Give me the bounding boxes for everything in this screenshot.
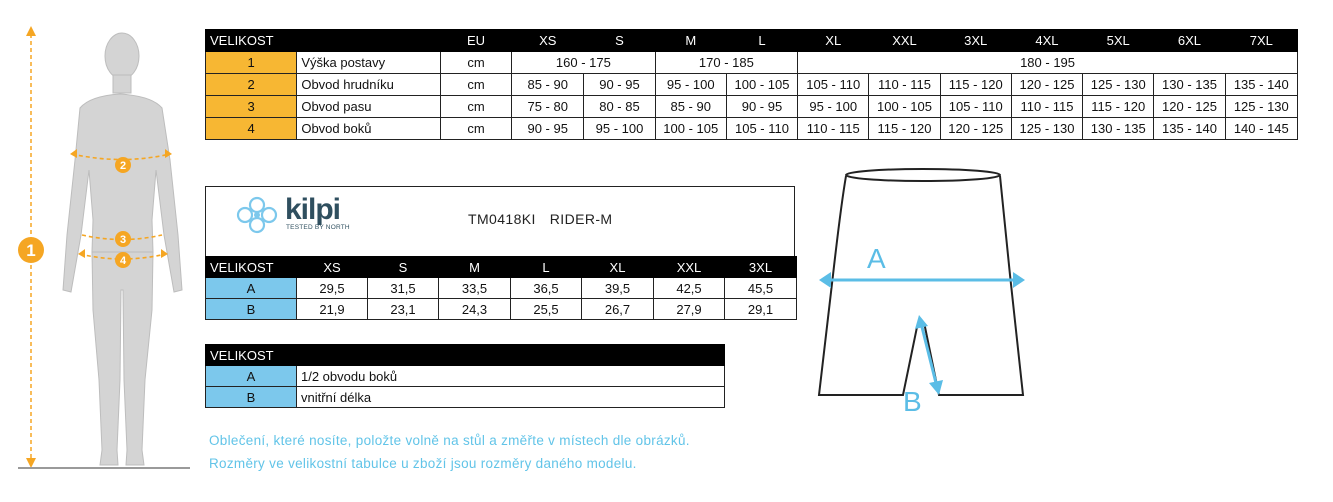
product-code	[468, 211, 626, 227]
table-cell: 105 - 110	[726, 118, 797, 140]
row-name: Obvod hrudníku	[297, 74, 441, 96]
size-header: 3XL	[725, 257, 797, 278]
shorts-diagram	[805, 165, 1040, 415]
velikost-header: VELIKOST	[206, 345, 725, 366]
table-cell: 140 - 145	[1225, 118, 1297, 140]
table-cell: 125 - 130	[1011, 118, 1082, 140]
table-cell: 95 - 100	[584, 118, 655, 140]
table-cell: 21,9	[297, 299, 368, 320]
table-cell: 26,7	[582, 299, 654, 320]
marker-4	[115, 252, 131, 268]
table-cell: 110 - 115	[869, 74, 940, 96]
table-row	[206, 96, 1298, 118]
size-header: 6XL	[1154, 30, 1225, 52]
velikost-header: VELIKOST	[206, 257, 297, 278]
svg-text:4: 4	[119, 255, 127, 267]
row-number: 3	[206, 96, 297, 118]
table-cell: 110 - 115	[1011, 96, 1082, 118]
table-cell: 100 - 105	[869, 96, 940, 118]
table-cell: 135 - 140	[1225, 74, 1297, 96]
table-cell: 130 - 135	[1154, 74, 1225, 96]
size-chart-table	[205, 29, 1298, 140]
label-b: B	[903, 386, 922, 415]
table-cell: 95 - 100	[655, 74, 726, 96]
table-cell: 125 - 130	[1225, 96, 1297, 118]
svg-text:1: 1	[26, 241, 36, 260]
kilpi-logo-icon	[233, 195, 281, 235]
row-label: A	[206, 278, 297, 299]
size-header: XXL	[654, 257, 725, 278]
table-cell: 120 - 125	[1154, 96, 1225, 118]
row-name: Obvod boků	[297, 118, 441, 140]
table-cell: 115 - 120	[1083, 96, 1154, 118]
table-cell: 130 - 135	[1083, 118, 1154, 140]
row-unit: cm	[440, 118, 511, 140]
body-measurement-figure	[10, 20, 200, 475]
table-cell: 25,5	[511, 299, 582, 320]
table-cell: 31,5	[368, 278, 439, 299]
table-cell: 110 - 115	[798, 118, 869, 140]
size-header: S	[584, 30, 655, 52]
size-header: M	[439, 257, 511, 278]
size-header: M	[655, 30, 726, 52]
table-cell: 36,5	[511, 278, 582, 299]
size-header: 5XL	[1083, 30, 1154, 52]
size-header: 4XL	[1011, 30, 1082, 52]
table-cell: 160 - 175	[512, 52, 656, 74]
size-header: 7XL	[1225, 30, 1297, 52]
measurement-legend-table	[205, 344, 725, 408]
product-model-text: RIDER-M	[549, 211, 613, 227]
table-cell: 135 - 140	[1154, 118, 1225, 140]
table-row	[206, 299, 797, 320]
size-header: XS	[297, 257, 368, 278]
table-row	[206, 74, 1298, 96]
size-chart-header	[206, 30, 1298, 52]
row-number: 4	[206, 118, 297, 140]
table-row	[206, 52, 1298, 74]
row-unit: cm	[440, 74, 511, 96]
table-cell: 29,5	[297, 278, 368, 299]
instruction-note: Oblečení, které nosíte, položte volně na stůl a změřte v místech dle obrázků.	[209, 433, 690, 448]
row-label: B	[206, 387, 297, 408]
table-cell: 115 - 120	[940, 74, 1011, 96]
table-cell: 170 - 185	[655, 52, 798, 74]
table-cell: 95 - 100	[798, 96, 869, 118]
table-cell: 100 - 105	[726, 74, 797, 96]
size-header: 3XL	[940, 30, 1011, 52]
table-cell: 125 - 130	[1083, 74, 1154, 96]
table-cell: 90 - 95	[726, 96, 797, 118]
legend-text: vnitřní délka	[297, 387, 725, 408]
row-label: B	[206, 299, 297, 320]
table-cell: 42,5	[654, 278, 725, 299]
size-header: XS	[512, 30, 584, 52]
legend-text: 1/2 obvodu boků	[297, 366, 725, 387]
table-cell: 100 - 105	[655, 118, 726, 140]
row-unit: cm	[440, 52, 511, 74]
table-cell: 85 - 90	[512, 74, 584, 96]
row-label: A	[206, 366, 297, 387]
table-cell: 45,5	[725, 278, 797, 299]
table-cell: 115 - 120	[869, 118, 940, 140]
table-cell: 29,1	[725, 299, 797, 320]
size-header: L	[726, 30, 797, 52]
size-header: S	[368, 257, 439, 278]
size-header: XXL	[869, 30, 940, 52]
table-cell: 105 - 110	[940, 96, 1011, 118]
product-code-text: TM0418KI	[468, 211, 536, 227]
row-number: 1	[206, 52, 297, 74]
size-header: L	[511, 257, 582, 278]
table-cell: 90 - 95	[512, 118, 584, 140]
marker-1	[18, 237, 44, 263]
brand-name: kilpi	[285, 193, 341, 226]
svg-text:3: 3	[119, 234, 127, 246]
unit-header: EU	[440, 30, 511, 52]
table-row	[206, 366, 725, 387]
marker-3	[115, 231, 131, 247]
row-number: 2	[206, 74, 297, 96]
table-cell: 23,1	[368, 299, 439, 320]
velikost-header: VELIKOST	[206, 30, 441, 52]
table-cell: 27,9	[654, 299, 725, 320]
label-a: A	[867, 243, 886, 274]
instruction-note: Rozměry ve velikostní tabulce u zboží jsou rozměry daného modelu.	[209, 456, 637, 471]
table-cell: 39,5	[582, 278, 654, 299]
marker-2	[115, 157, 131, 173]
table-cell: 75 - 80	[512, 96, 584, 118]
product-size-table	[205, 256, 797, 320]
table-row	[206, 118, 1298, 140]
table-cell: 90 - 95	[584, 74, 655, 96]
size-header: XL	[582, 257, 654, 278]
table-cell: 85 - 90	[655, 96, 726, 118]
brand-tagline: TESTED BY NORTH	[286, 224, 350, 231]
table-cell: 24,3	[439, 299, 511, 320]
table-cell: 180 - 195	[798, 52, 1298, 74]
table-row	[206, 278, 797, 299]
table-cell: 120 - 125	[940, 118, 1011, 140]
table-cell: 120 - 125	[1011, 74, 1082, 96]
table-cell: 105 - 110	[798, 74, 869, 96]
table-cell: 80 - 85	[584, 96, 655, 118]
row-name: Výška postavy	[297, 52, 441, 74]
size-header: XL	[798, 30, 869, 52]
table-row	[206, 387, 725, 408]
svg-text:2: 2	[119, 160, 127, 172]
row-unit: cm	[440, 96, 511, 118]
product-table-header	[206, 257, 797, 278]
row-name: Obvod pasu	[297, 96, 441, 118]
table-cell: 33,5	[439, 278, 511, 299]
legend-header	[206, 345, 725, 366]
